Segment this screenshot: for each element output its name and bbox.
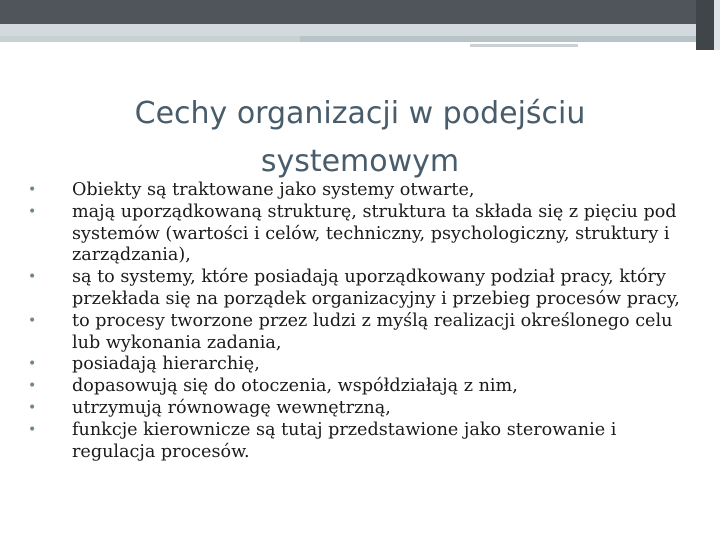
bullet-item: [22, 354, 702, 376]
header-band-accent-left: [0, 36, 300, 42]
bullet-text: są to systemy, które posiadają uporządkowany podział pracy, który przekłada się na porządek organizacyjny i przebieg procesów pracy,: [72, 267, 680, 309]
bullet-item: [22, 202, 702, 267]
bullet-item: [22, 311, 702, 355]
bullet-text: funkcje kierownicze są tutaj przedstawione jako sterowanie i regulacja procesów.: [72, 419, 617, 462]
bullet-text: dopasowują się do otoczenia, współdziałają z nim,: [72, 376, 518, 397]
bullet-item: [22, 267, 702, 311]
bullet-text: Obiekty są traktowane jako systemy otwarte,: [72, 180, 475, 200]
header-corner-edge: [714, 0, 720, 50]
header-underline-bar: [470, 44, 578, 47]
header-band-light: [0, 24, 696, 36]
bullet-icon: •: [28, 203, 37, 220]
header-band-dark: [0, 0, 720, 24]
bullet-icon: •: [28, 421, 37, 438]
bullet-text: to procesy tworzone przez ludzi z myślą realizacji określonego celu lub wykonania zadania,: [72, 310, 673, 353]
bullet-text: utrzymują równowagę wewnętrzną,: [72, 397, 391, 418]
bullet-item: [22, 180, 702, 202]
bullet-icon: •: [28, 182, 37, 198]
bullet-text: posiadają hierarchię,: [72, 354, 260, 375]
slide-title: Cechy organizacji w podejściu systemowym: [134, 96, 586, 179]
bullet-item: [22, 376, 702, 398]
bullet-icon: •: [28, 399, 37, 416]
bullet-item: [22, 420, 702, 464]
bullet-icon: •: [28, 312, 37, 329]
bullet-icon: •: [28, 378, 37, 395]
bullet-list: [22, 180, 702, 463]
bullet-text: mają uporządkowaną strukturę, struktura ta składa się z pięciu pod systemów (wartości i celów, techniczny, psychologiczny, struktury i zarządzania),: [72, 201, 677, 266]
bullet-icon: •: [28, 356, 37, 373]
bullet-item: [22, 398, 702, 420]
bullet-icon: •: [28, 269, 37, 286]
